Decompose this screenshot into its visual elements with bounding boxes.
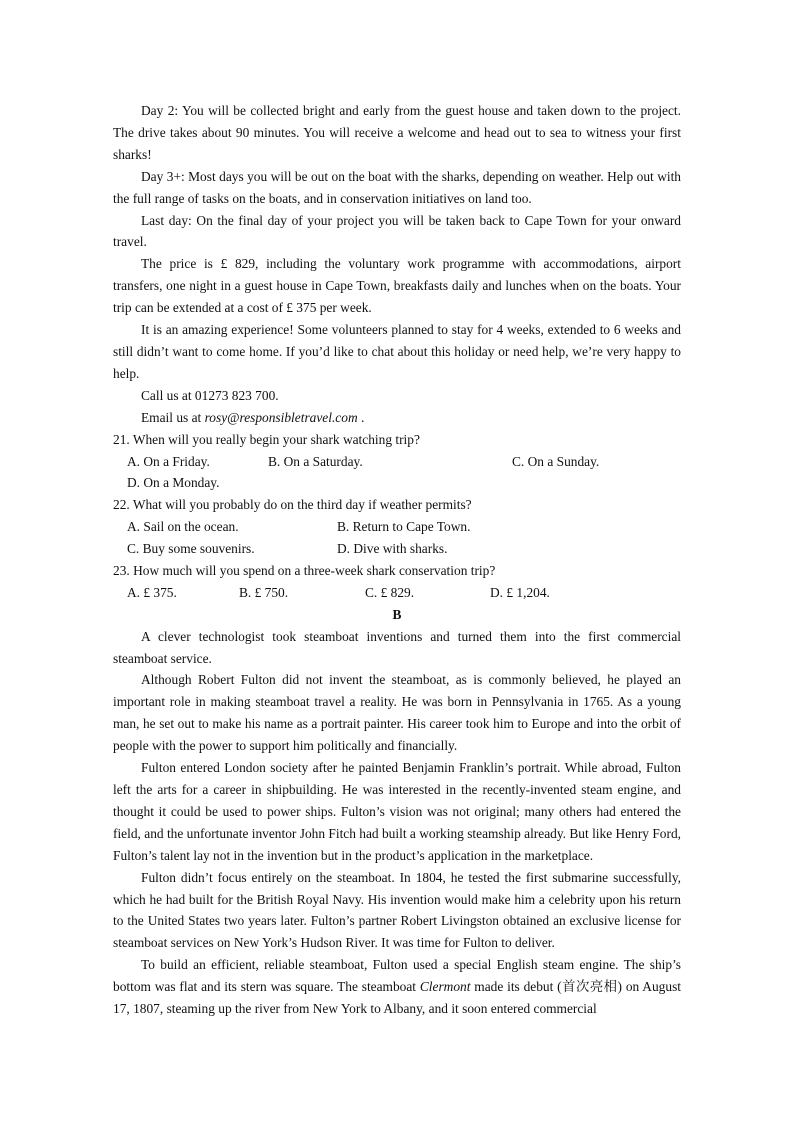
paragraph-day-3: Day 3+: Most days you will be out on the boat with the sharks, depending on weather. Help out with the full range of tasks on the boats, and in conservation initiatives on land too. (113, 168, 681, 206)
question-23-stem: 23. How much will you spend on a three-week shark conservation trip? (113, 562, 496, 578)
question-21-stem: 21. When will you really begin your shark watching trip? (113, 431, 420, 447)
section-b-paragraph-5 (113, 954, 681, 1020)
question-21-option-b[interactable]: B. On a Saturday. (268, 453, 363, 469)
question-22-option-b[interactable]: B. Return to Cape Town. (337, 519, 471, 535)
question-22-options-row-2 (113, 538, 681, 560)
question-23-option-d[interactable]: D. £ 1,204. (490, 584, 550, 600)
section-b-paragraph-1: A clever technologist took steamboat inventions and turned them into the first commercial steamboat service. (113, 628, 681, 666)
question-23-option-a[interactable]: A. £ 375. (127, 584, 177, 600)
question-23-options-row (113, 582, 681, 604)
section-b-paragraph-3: Fulton entered London society after he painted Benjamin Franklin’s portrait. While abroad, Fulton left the arts for a career in shipbuilding. He was interested in the recently-invented steam engine, and thought it could be used to power ships. Fulton’s vision was not original; many others had entered the field, and the unfortunate inventor John Fitch had built a working steamship already. But like Henry Ford, Fulton’s talent lay not in the invention but in the product’s application in the marketplace. (113, 760, 681, 863)
section-b-paragraph-4: Fulton didn’t focus entirely on the steamboat. In 1804, he tested the first submarine successfully, which he had built for the British Royal Navy. His invention would make him a celebrity upon his return to the United States two years later. Fulton’s partner Robert Livingston obtained an exclusive license for steamboat services on New York’s Hudson River. It was time for Fulton to deliver. (113, 869, 681, 951)
question-22-options-row-1 (113, 516, 681, 538)
email-address[interactable]: rosy@responsibletravel.com (204, 409, 358, 425)
question-23-option-b[interactable]: B. £ 750. (239, 584, 289, 600)
question-21-options-row-1 (113, 451, 681, 473)
question-21-option-c[interactable]: C. On a Sunday. (512, 453, 600, 469)
paragraph-5-before: To build an efficient, reliable steamboat, Fulton used a special English steam engine. The ship’s bottom was flat and its stern was square. The steamboat (113, 957, 681, 995)
reading-content (113, 100, 681, 1020)
section-b-heading: B (392, 606, 402, 622)
email-prefix: Email us at (141, 409, 205, 425)
question-21-options-row-2 (113, 472, 681, 494)
paragraph-last-day: Last day: On the final day of your project you will be taken back to Cape Town for your onward travel. (113, 212, 681, 250)
question-22-option-a[interactable]: A. Sail on the ocean. (127, 519, 239, 535)
email-suffix: . (357, 409, 365, 425)
paragraph-5-after: made its debut (首次亮相) on August 17, 1807, steaming up the river from New York to Albany, and it soon entered commercial (113, 979, 681, 1017)
paragraph-day-2: Day 2: You will be collected bright and early from the guest house and taken down to the project. The drive takes about 90 minutes. You will receive a welcome and head out to sea to witness your first sharks! (113, 103, 681, 162)
question-21-option-a[interactable]: A. On a Friday. (127, 453, 210, 469)
contact-phone: Call us at 01273 823 700. (141, 387, 279, 403)
ship-name: Clermont (419, 979, 471, 995)
section-b-paragraph-2: Although Robert Fulton did not invent the steamboat, as is commonly believed, he played an important role in making steamboat travel a reality. He was born in Pennsylvania in 1765. As a young man, he set out to make his name as a portrait painter. His career took him to Europe and into the orbit of people with the power to support him politically and financially. (113, 672, 681, 754)
question-22-option-d[interactable]: D. Dive with sharks. (337, 541, 448, 557)
paragraph-price: The price is £ 829, including the voluntary work programme with accommodations, airport transfers, one night in a guest house in Cape Town, breakfasts daily and lunches when on the boats. Your trip can be extended at a cost of £ 375 per week. (113, 256, 681, 316)
contact-email-line (113, 407, 681, 429)
question-23-option-c[interactable]: C. £ 829. (365, 584, 415, 600)
question-21-option-d[interactable]: D. On a Monday. (127, 475, 220, 491)
question-22-stem: 22. What will you probably do on the third day if weather permits? (113, 497, 472, 513)
question-22-option-c[interactable]: C. Buy some souvenirs. (127, 541, 255, 557)
paragraph-experience: It is an amazing experience! Some volunteers planned to stay for 4 weeks, extended to 6 weeks and still didn’t want to come home. If you’d like to chat about this holiday or need help, we’re very happy to help. (113, 322, 681, 381)
